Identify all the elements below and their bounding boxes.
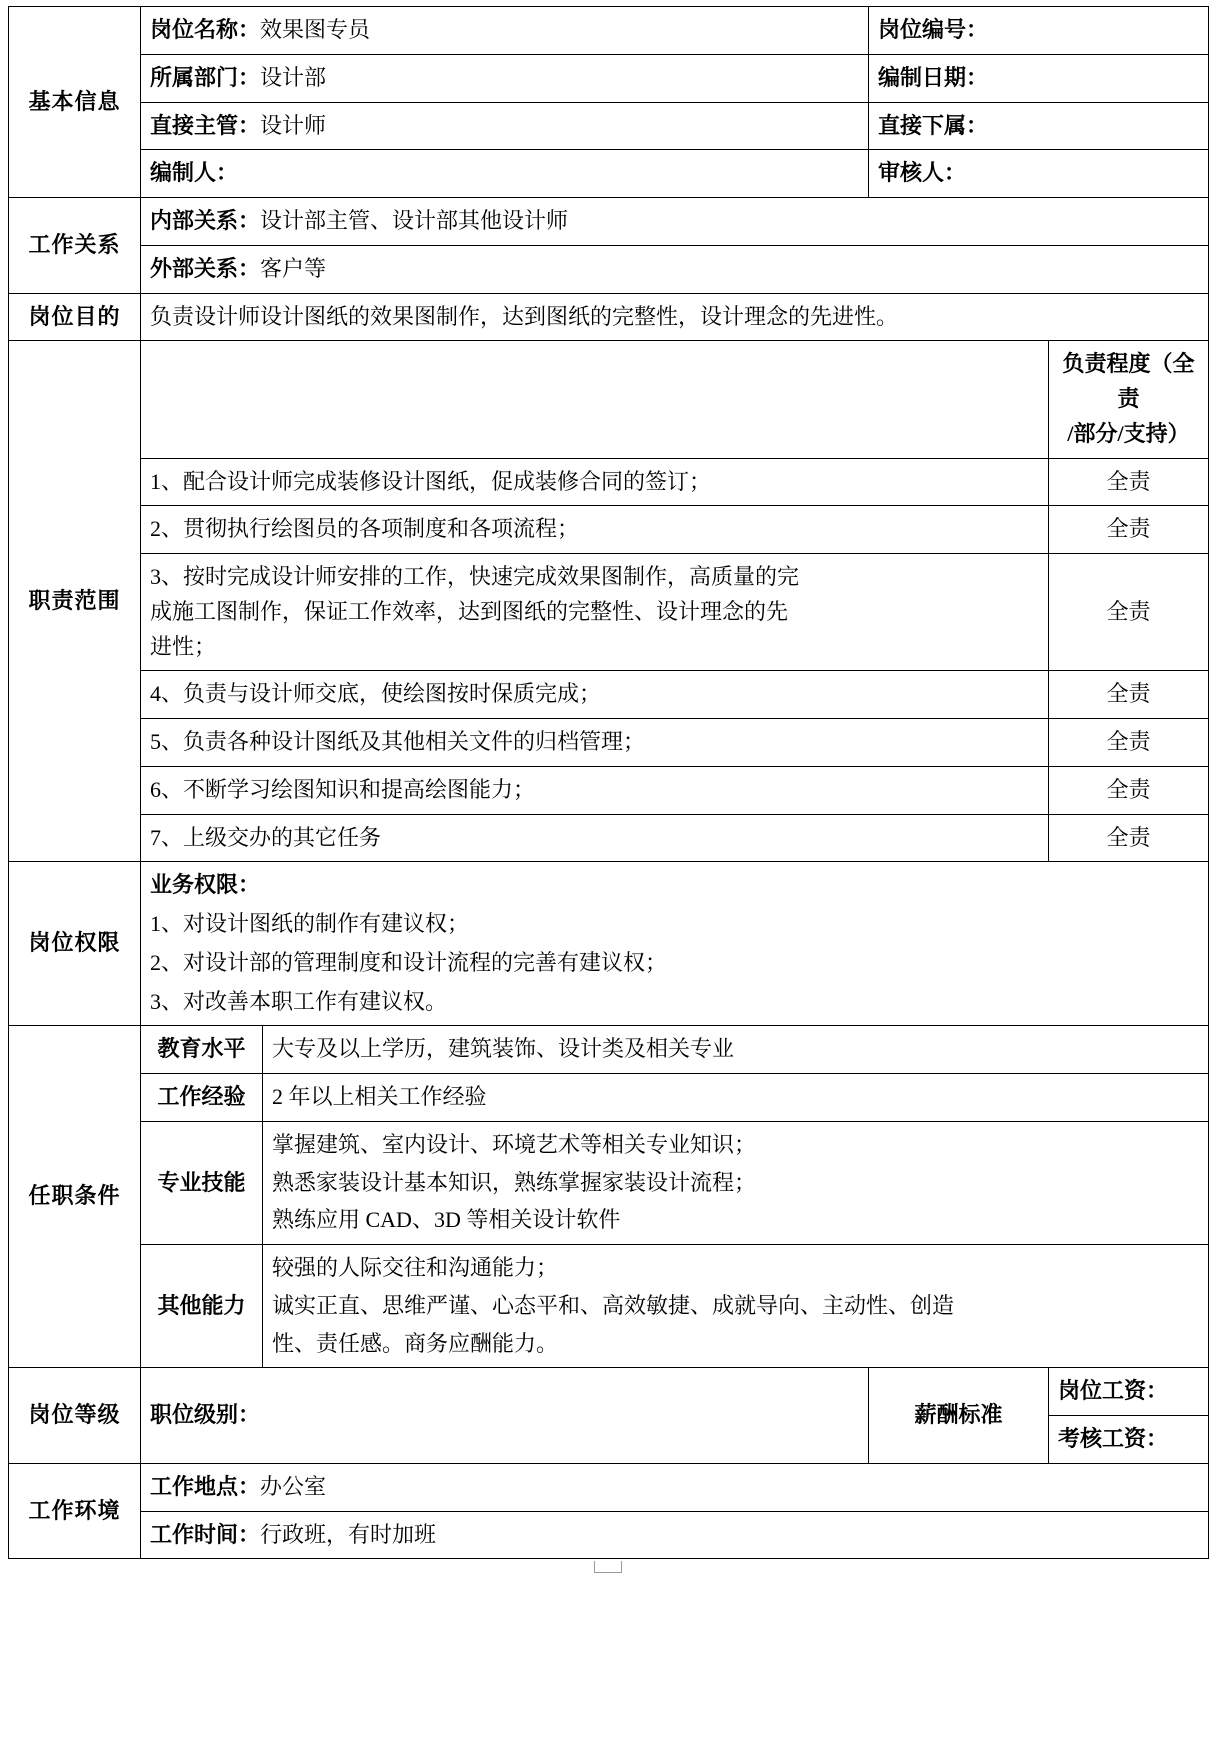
authority-item: 3、对改善本职工作有建议权。: [150, 988, 448, 1014]
duty-text: [141, 814, 1049, 862]
table-row-qualification-experience: [9, 1074, 1209, 1122]
section-label-job-purpose: 岗位目的: [9, 293, 141, 341]
section-label-responsibilities: 职责范围: [9, 341, 141, 862]
authority-item: 2、对设计部的管理制度和设计流程的完善有建议权；: [150, 949, 668, 975]
duty-text: [141, 458, 1049, 506]
duty-header-level-line1: 负责程度（全责: [1062, 351, 1195, 411]
qualification-line: 掌握建筑、室内设计、环境艺术等相关专业知识；: [272, 1131, 757, 1157]
duty-level: 全责: [1049, 506, 1209, 554]
duty-line: 2、贯彻执行绘图员的各项制度和各项流程；: [150, 516, 580, 542]
table-row-duty-1: [9, 458, 1209, 506]
field-created-date: [869, 54, 1209, 102]
field-work-location: [141, 1463, 1209, 1511]
field-reviewer: [869, 150, 1209, 198]
qualification-line: 大专及以上学历，建筑装饰、设计类及相关专业: [272, 1036, 735, 1062]
field-label: 工作时间：: [150, 1521, 261, 1547]
job-description-table: [8, 6, 1209, 1559]
table-row-authority: [9, 862, 1209, 1026]
table-row-job-purpose: [9, 293, 1209, 341]
field-label: 编制人：: [150, 160, 239, 186]
table-row-job-grade-1: [9, 1368, 1209, 1416]
section-label-basic-info: 基本信息: [9, 7, 141, 198]
duty-header-level-line2: /部分/支持）: [1067, 420, 1190, 446]
duty-line: 成施工图制作，保证工作效率，达到图纸的完整性、设计理念的先: [150, 598, 789, 624]
duty-text: [141, 554, 1049, 671]
table-row-duty-4: [9, 671, 1209, 719]
field-direct-reports: [869, 102, 1209, 150]
authority-heading: 业务权限：: [150, 872, 261, 898]
field-label: 直接主管：: [150, 112, 261, 138]
duty-line: 1、配合设计师完成装修设计图纸，促成装修合同的签订；: [150, 468, 712, 494]
table-row-duty-7: [9, 814, 1209, 862]
qualification-line: 较强的人际交往和沟通能力；: [272, 1255, 559, 1280]
salary-standard-label: 薪酬标准: [869, 1368, 1049, 1464]
duty-line: 4、负责与设计师交底，使绘图按时保质完成；: [150, 681, 602, 707]
table-row-qualification-skills: [9, 1121, 1209, 1244]
field-work-hours: [141, 1511, 1209, 1559]
duty-level: 全责: [1049, 458, 1209, 506]
table-row-basic-1: [9, 7, 1209, 55]
qualification-line: 熟悉家装设计基本知识，熟练掌握家装设计流程；: [272, 1169, 757, 1195]
duty-text: [141, 671, 1049, 719]
field-label: 直接下属：: [878, 112, 989, 138]
qualification-line: 熟练应用 CAD、3D 等相关设计软件: [272, 1207, 621, 1233]
qualification-line: 诚实正直、思维严谨、心态平和、高效敏捷、成就导向、主动性、创造: [272, 1292, 955, 1318]
qualification-label-skills: 专业技能: [141, 1121, 263, 1244]
qualification-line: 性、责任感。商务应酬能力。: [272, 1330, 559, 1356]
table-row-relations-internal: [9, 198, 1209, 246]
table-row-relations-external: [9, 245, 1209, 293]
field-job-title: [141, 7, 869, 55]
duty-header-level: [1049, 341, 1209, 458]
field-direct-supervisor: [141, 102, 869, 150]
field-performance-salary: 考核工资：: [1049, 1416, 1209, 1464]
field-label: 岗位名称：: [150, 17, 261, 42]
field-label: 内部关系：: [150, 208, 261, 233]
table-row-environment-hours: [9, 1511, 1209, 1559]
field-label: 所属部门：: [150, 64, 261, 90]
table-row-qualification-education: [9, 1026, 1209, 1074]
job-purpose-text: 负责设计师设计图纸的效果图制作，达到图纸的完整性，设计理念的先进性。: [141, 293, 1209, 341]
field-position-level: 职位级别：: [141, 1368, 869, 1464]
qualification-line: 2 年以上相关工作经验: [272, 1084, 487, 1109]
field-value: 设计部: [260, 64, 327, 90]
duty-header-blank: [141, 341, 1049, 458]
duty-line: 5、负责各种设计图纸及其他相关文件的归档管理；: [150, 729, 646, 754]
field-job-code: [869, 7, 1209, 55]
field-value: 设计师: [260, 112, 327, 138]
field-internal-relations: [141, 198, 1209, 246]
duty-level: 全责: [1049, 814, 1209, 862]
table-row-duty-3: [9, 554, 1209, 671]
duty-level: 全责: [1049, 766, 1209, 814]
table-row-duty-2: [9, 506, 1209, 554]
section-label-qualifications: 任职条件: [9, 1026, 141, 1368]
duty-line: 进性；: [150, 633, 217, 659]
duty-text: [141, 766, 1049, 814]
table-row-duty-header: [9, 341, 1209, 458]
duty-level: 全责: [1049, 719, 1209, 767]
section-label-work-relations: 工作关系: [9, 198, 141, 294]
section-label-job-grade: 岗位等级: [9, 1368, 141, 1464]
table-row-basic-4: [9, 150, 1209, 198]
section-label-authority: 岗位权限: [9, 862, 141, 1026]
field-external-relations: [141, 245, 1209, 293]
page-number-box: [594, 1561, 622, 1573]
qualification-value-education: [263, 1026, 1209, 1074]
qualification-label-experience: 工作经验: [141, 1074, 263, 1122]
field-label: 编制日期：: [878, 64, 989, 90]
field-value: 行政班，有时加班: [260, 1521, 437, 1547]
qualification-value-skills: [263, 1121, 1209, 1244]
duty-line: 7、上级交办的其它任务: [150, 824, 382, 850]
authority-content: [141, 862, 1209, 1026]
field-label: 审核人：: [878, 160, 967, 186]
field-base-salary: 岗位工资：: [1049, 1368, 1209, 1416]
duty-level: 全责: [1049, 671, 1209, 719]
field-value: 办公室: [260, 1473, 327, 1499]
authority-item: 1、对设计图纸的制作有建议权；: [150, 911, 470, 936]
table-row-basic-2: [9, 54, 1209, 102]
table-row-duty-5: [9, 719, 1209, 767]
table-row-qualification-other: [9, 1245, 1209, 1368]
duty-line: 3、按时完成设计师安排的工作，快速完成效果图制作，高质量的完: [150, 564, 800, 589]
qualification-label-education: 教育水平: [141, 1026, 263, 1074]
table-row-environment-location: [9, 1463, 1209, 1511]
table-row-duty-6: [9, 766, 1209, 814]
field-value: 设计部主管、设计部其他设计师: [260, 208, 569, 233]
duty-line: 6、不断学习绘图知识和提高绘图能力；: [150, 776, 536, 802]
field-department: [141, 54, 869, 102]
field-value: 效果图专员: [260, 17, 371, 42]
field-label: 外部关系：: [150, 255, 261, 281]
table-row-basic-3: [9, 102, 1209, 150]
duty-level: 全责: [1049, 554, 1209, 671]
field-value: 客户等: [260, 255, 327, 281]
duty-text: [141, 506, 1049, 554]
qualification-value-other: [263, 1245, 1209, 1368]
page-footer-marker: [8, 1561, 1208, 1578]
qualification-value-experience: [263, 1074, 1209, 1122]
field-label: 工作地点：: [150, 1473, 261, 1499]
qualification-label-other: 其他能力: [141, 1245, 263, 1368]
field-author: [141, 150, 869, 198]
section-label-work-environment: 工作环境: [9, 1463, 141, 1559]
field-label: 岗位编号：: [878, 17, 989, 42]
duty-text: [141, 719, 1049, 767]
